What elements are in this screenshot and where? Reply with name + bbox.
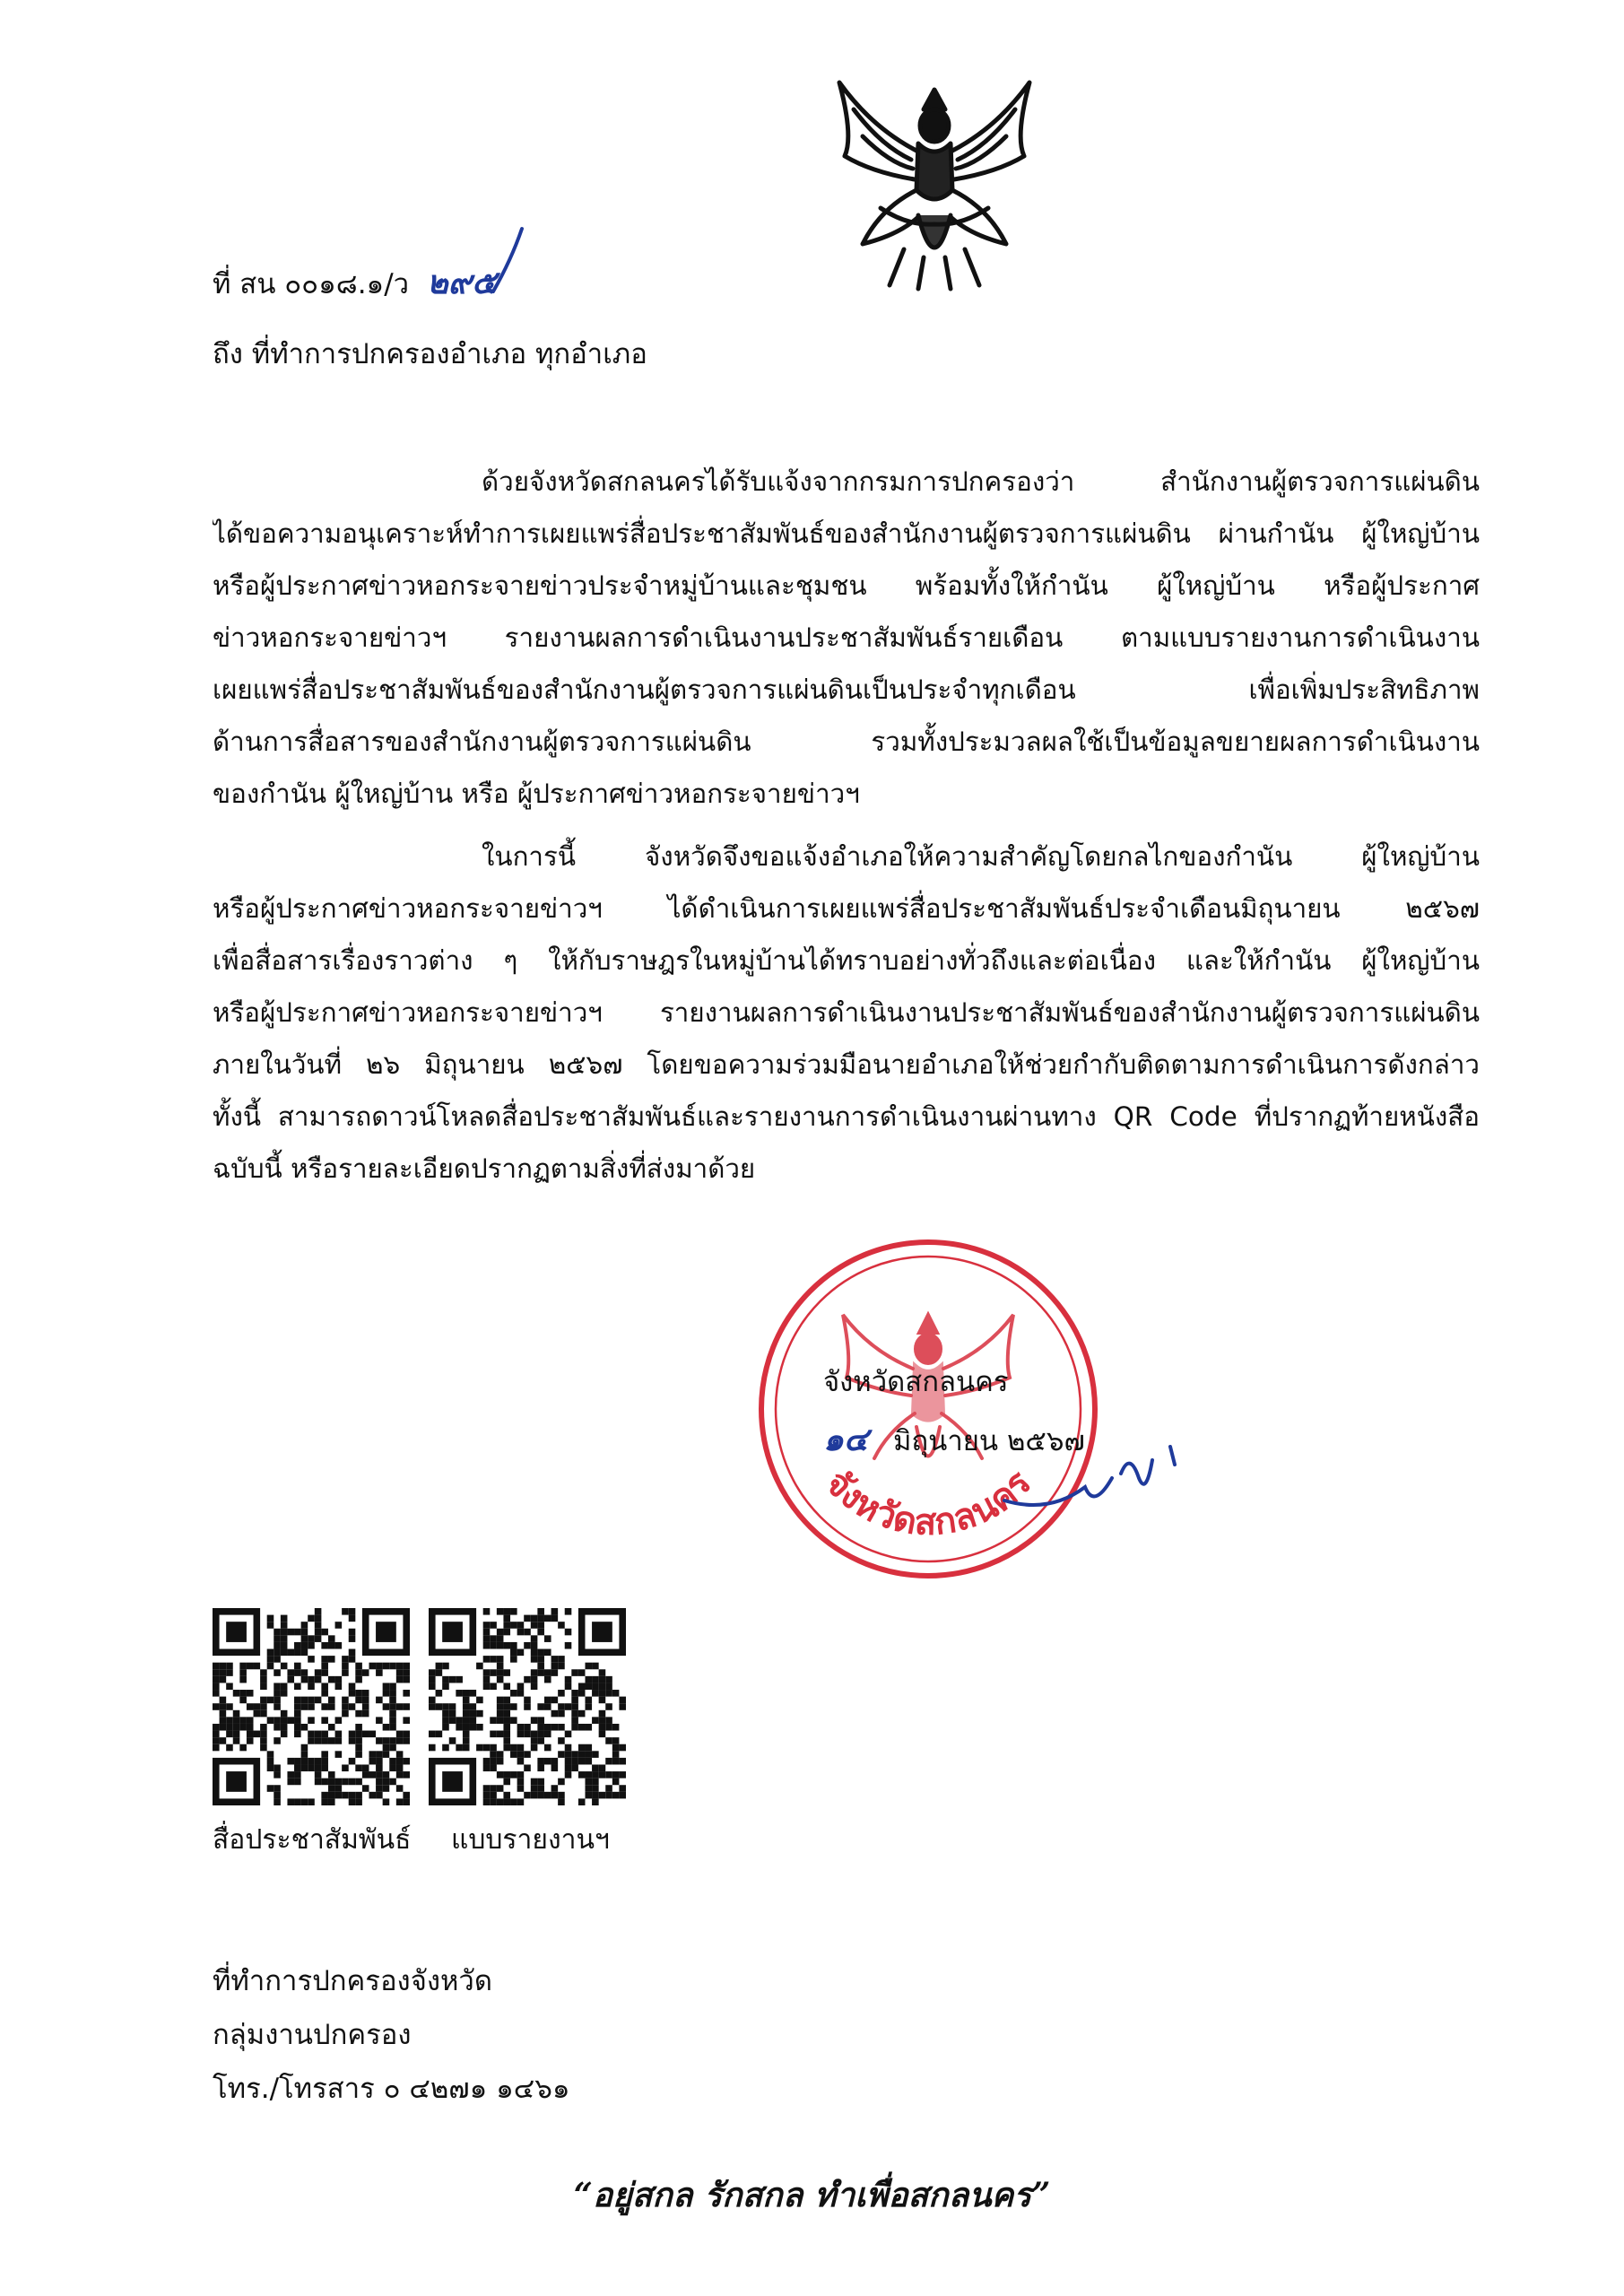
body-paragraph-1 <box>213 456 1480 820</box>
addressee-line: ถึง ที่ทำการปกครองอำเภอ ทุกอำเภอ <box>213 338 647 370</box>
paragraph-line: ด้วยจังหวัดสกลนครได้รับแจ้งจากกรมการปกครองว่า สำนักงานผู้ตรวจการแผ่นดิน <box>482 466 1480 497</box>
garuda-emblem-icon <box>818 74 1051 298</box>
paragraph-line: เพื่อสื่อสารเรื่องราวต่าง ๆ ให้กับราษฎรในหมู่บ้านได้ทราบอย่างทั่วถึงและต่อเนื่อง และให้กำนัน ผู้ใหญ่บ้าน <box>213 945 1480 976</box>
qr-code-icon <box>429 1608 626 1805</box>
paragraph-line: ของกำนัน ผู้ใหญ่บ้าน หรือ ผู้ประกาศข่าวหอกระจายข่าวฯ <box>213 778 860 809</box>
provincial-seal-stamp-icon <box>753 1234 1103 1584</box>
reference-number-prefix: ที่ สน ๐๐๑๘.๑/ว <box>213 268 410 300</box>
qr-code-media[interactable] <box>213 1608 410 1805</box>
paragraph-line: ในการนี้ จังหวัดจึงขอแจ้งอำเภอให้ความสำคัญโดยกลไกของกำนัน ผู้ใหญ่บ้าน <box>482 841 1480 872</box>
qr-code-report-form[interactable] <box>429 1608 626 1805</box>
footer-phone: โทร./โทรสาร ๐ ๔๒๗๑ ๑๔๖๑ <box>213 2073 570 2105</box>
footer-division: กลุ่มงานปกครอง <box>213 2019 412 2051</box>
handwritten-reference-number: ๒๙๕ <box>426 264 497 301</box>
stamp-text: จังหวัดสกลนคร <box>816 1462 1040 1544</box>
signature-scribble-icon <box>995 1424 1193 1523</box>
paragraph-line: ได้ขอความอนุเคราะห์ทำการเผยแพร่สื่อประชาสัมพันธ์ของสำนักงานผู้ตรวจการแผ่นดิน ผ่านกำนัน ผู้ใหญ่บ้าน <box>213 518 1480 549</box>
body-paragraph-2 <box>213 831 1480 1195</box>
handwritten-day: ๑๔ <box>823 1421 869 1458</box>
paragraph-line: ภายในวันที่ ๒๖ มิถุนายน ๒๕๖๗ โดยขอความร่วมมือนายอำเภอให้ช่วยกำกับติดตามการดำเนินการดังกล่าว <box>213 1049 1480 1080</box>
paragraph-line: หรือผู้ประกาศข่าวหอกระจายข่าวฯ ได้ดำเนินการเผยแพร่สื่อประชาสัมพันธ์ประจำเดือนมิถุนายน ๒๕๖๗ <box>213 893 1480 924</box>
paragraph-line: ฉบับนี้ หรือรายละเอียดปรากฏตามสิ่งที่ส่งมาด้วย <box>213 1153 756 1184</box>
paragraph-line: ด้านการสื่อสารของสำนักงานผู้ตรวจการแผ่นดิน รวมทั้งประมวลผลใช้เป็นข้อมูลขยายผลการดำเนินงาน <box>213 726 1480 757</box>
paragraph-line: หรือผู้ประกาศข่าวหอกระจายข่าวฯ รายงานผลการดำเนินงานประชาสัมพันธ์ของสำนักงานผู้ตรวจการแผ่นดิน <box>213 997 1480 1028</box>
qr-label-report-form: แบบรายงานฯ <box>451 1824 610 1856</box>
handwritten-stroke-icon <box>484 224 529 296</box>
qr-code-icon <box>213 1608 410 1805</box>
footer-office: ที่ทำการปกครองจังหวัด <box>213 1965 492 1997</box>
paragraph-line: ข่าวหอกระจายข่าวฯ รายงานผลการดำเนินงานประชาสัมพันธ์รายเดือน ตามแบบรายงานการดำเนินงาน <box>213 622 1480 653</box>
paragraph-line: เผยแพร่สื่อประชาสัมพันธ์ของสำนักงานผู้ตรวจการแผ่นดินเป็นประจำทุกเดือน เพื่อเพิ่มประสิทธิภาพ <box>213 674 1480 705</box>
qr-label-media: สื่อประชาสัมพันธ์ <box>213 1824 412 1856</box>
paragraph-line: ทั้งนี้ สามารถดาวน์โหลดสื่อประชาสัมพันธ์และรายงานการดำเนินงานผ่านทาง QR Code ที่ปรากฏท้ายหนังสือ <box>213 1101 1480 1132</box>
signing-authority: จังหวัดสกลนคร <box>823 1366 1009 1398</box>
paragraph-line: หรือผู้ประกาศข่าวหอกระจายข่าวประจำหมู่บ้านและชุมชน พร้อมทั้งให้กำนัน ผู้ใหญ่บ้าน หรือผู้ประกาศ <box>213 570 1480 601</box>
date-month-year: มิถุนายน ๒๕๖๗ <box>892 1425 1085 1457</box>
provincial-slogan: “อยู่สกล รักสกล ทำเพื่อสกลนคร” <box>573 2175 1051 2214</box>
